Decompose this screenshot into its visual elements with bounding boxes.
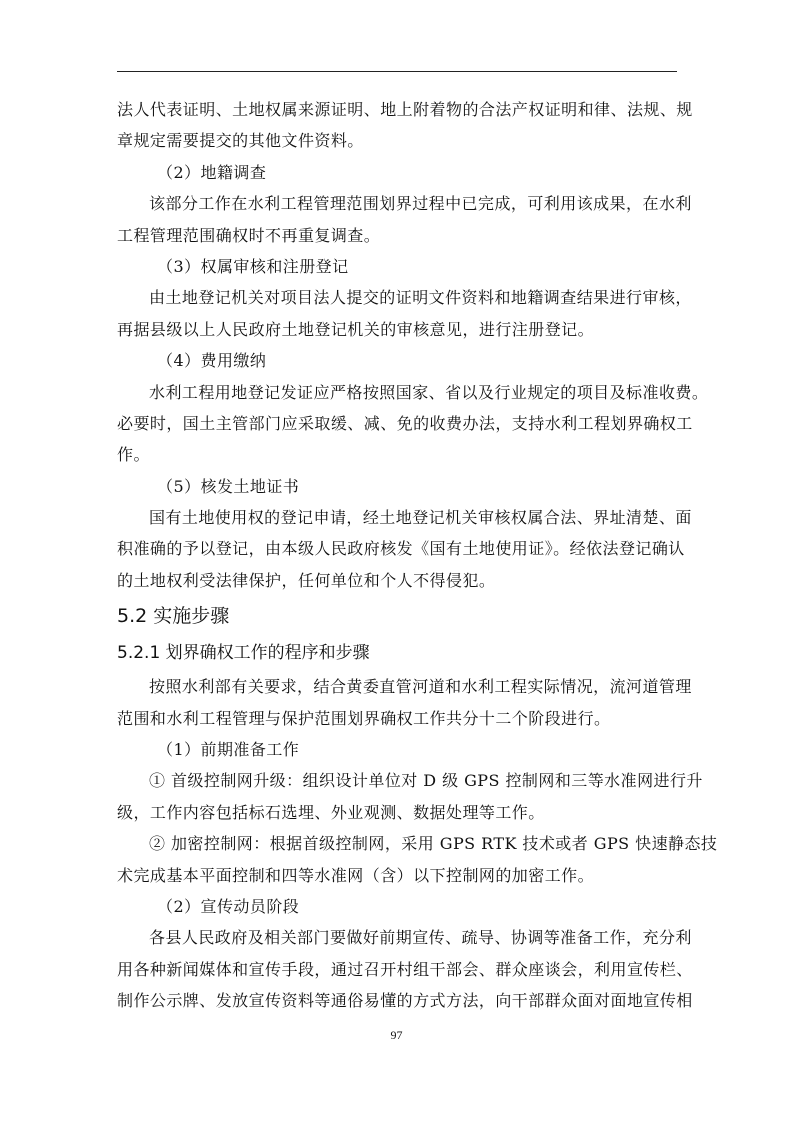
page-body	[117, 94, 718, 1017]
paragraph-line: 按照水利部有关要求，结合黄委直管河道和水利工程实际情况，流河道管理	[149, 677, 692, 697]
item-heading: （2）宣传动员阶段	[157, 896, 300, 916]
subsection-heading: 5.2.1 划界确权工作的程序和步骤	[117, 643, 370, 664]
item-heading: （1）前期准备工作	[157, 740, 300, 760]
paragraph-line: 作。	[117, 445, 150, 465]
paragraph-line: 再据县级以上人民政府土地登记机关的审核意见，进行注册登记。	[117, 319, 595, 339]
paragraph-line: 用各种新闻媒体和宣传手段，通过召开村组干部会、群众座谈会，利用宣传栏、	[117, 959, 693, 979]
item-heading: （4）费用缴纳	[157, 351, 267, 371]
paragraph-line: 范围和水利工程管理与保护范围划界确权工作共分十二个阶段进行。	[117, 708, 611, 728]
paragraph-line: 工程管理范围确权时不再重复调查。	[117, 225, 381, 245]
item-heading: （5）核发土地证书	[157, 476, 300, 496]
paragraph-line: 术完成基本平面控制和四等水准网（含）以下控制网的加密工作。	[117, 865, 595, 885]
paragraph-line: 制作公示牌、发放宣传资料等通俗易懂的方式方法，向干部群众面对面地宣传相	[117, 991, 693, 1011]
paragraph-line: ② 加密控制网：根据首级控制网，采用 GPS RTK 技术或者 GPS 快速静态技	[149, 834, 718, 854]
page-number: 97	[390, 1028, 403, 1042]
paragraph-line: 国有土地使用权的登记申请，经土地登记机关审核权属合法、界址清楚、面	[149, 508, 692, 528]
paragraph-line: 水利工程用地登记发证应严格按照国家、省以及行业规定的项目及标准收费。	[149, 382, 709, 402]
paragraph-line: 级，工作内容包括标石选埋、外业观测、数据处理等工作。	[117, 802, 545, 822]
paragraph-line: 积准确的予以登记，由本级人民政府核发《国有土地使用证》。经依法登记确认	[117, 539, 685, 559]
paragraph-line: 法人代表证明、土地权属来源证明、地上附着物的合法产权证明和律、法规、规	[117, 100, 693, 119]
paragraph-line: 由土地登记机关对项目法人提交的证明文件资料和地籍调查结果进行审核，	[149, 288, 692, 308]
paragraph-line: 该部分工作在水利工程管理范围划界过程中已完成，可利用该成果，在水利	[149, 194, 692, 214]
section-heading: 5.2 实施步骤	[117, 605, 230, 628]
paragraph-line: 各县人民政府及相关部门要做好前期宣传、疏导、协调等准备工作，充分利	[149, 928, 692, 948]
paragraph-line: ① 首级控制网升级：组织设计单位对 D 级 GPS 控制网和三等水准网进行升	[149, 771, 703, 791]
paragraph-line: 必要时，国土主管部门应采取缓、减、免的收费办法，支持水利工程划界确权工	[117, 413, 693, 433]
item-heading: （2）地籍调查	[157, 162, 267, 182]
paragraph-line: 章规定需要提交的其他文件资料。	[117, 131, 364, 151]
paragraph-line: 的土地权利受法律保护，任何单位和个人不得侵犯。	[117, 570, 496, 590]
header-rule	[117, 71, 677, 72]
item-heading: （3）权属审核和注册登记	[157, 256, 349, 276]
